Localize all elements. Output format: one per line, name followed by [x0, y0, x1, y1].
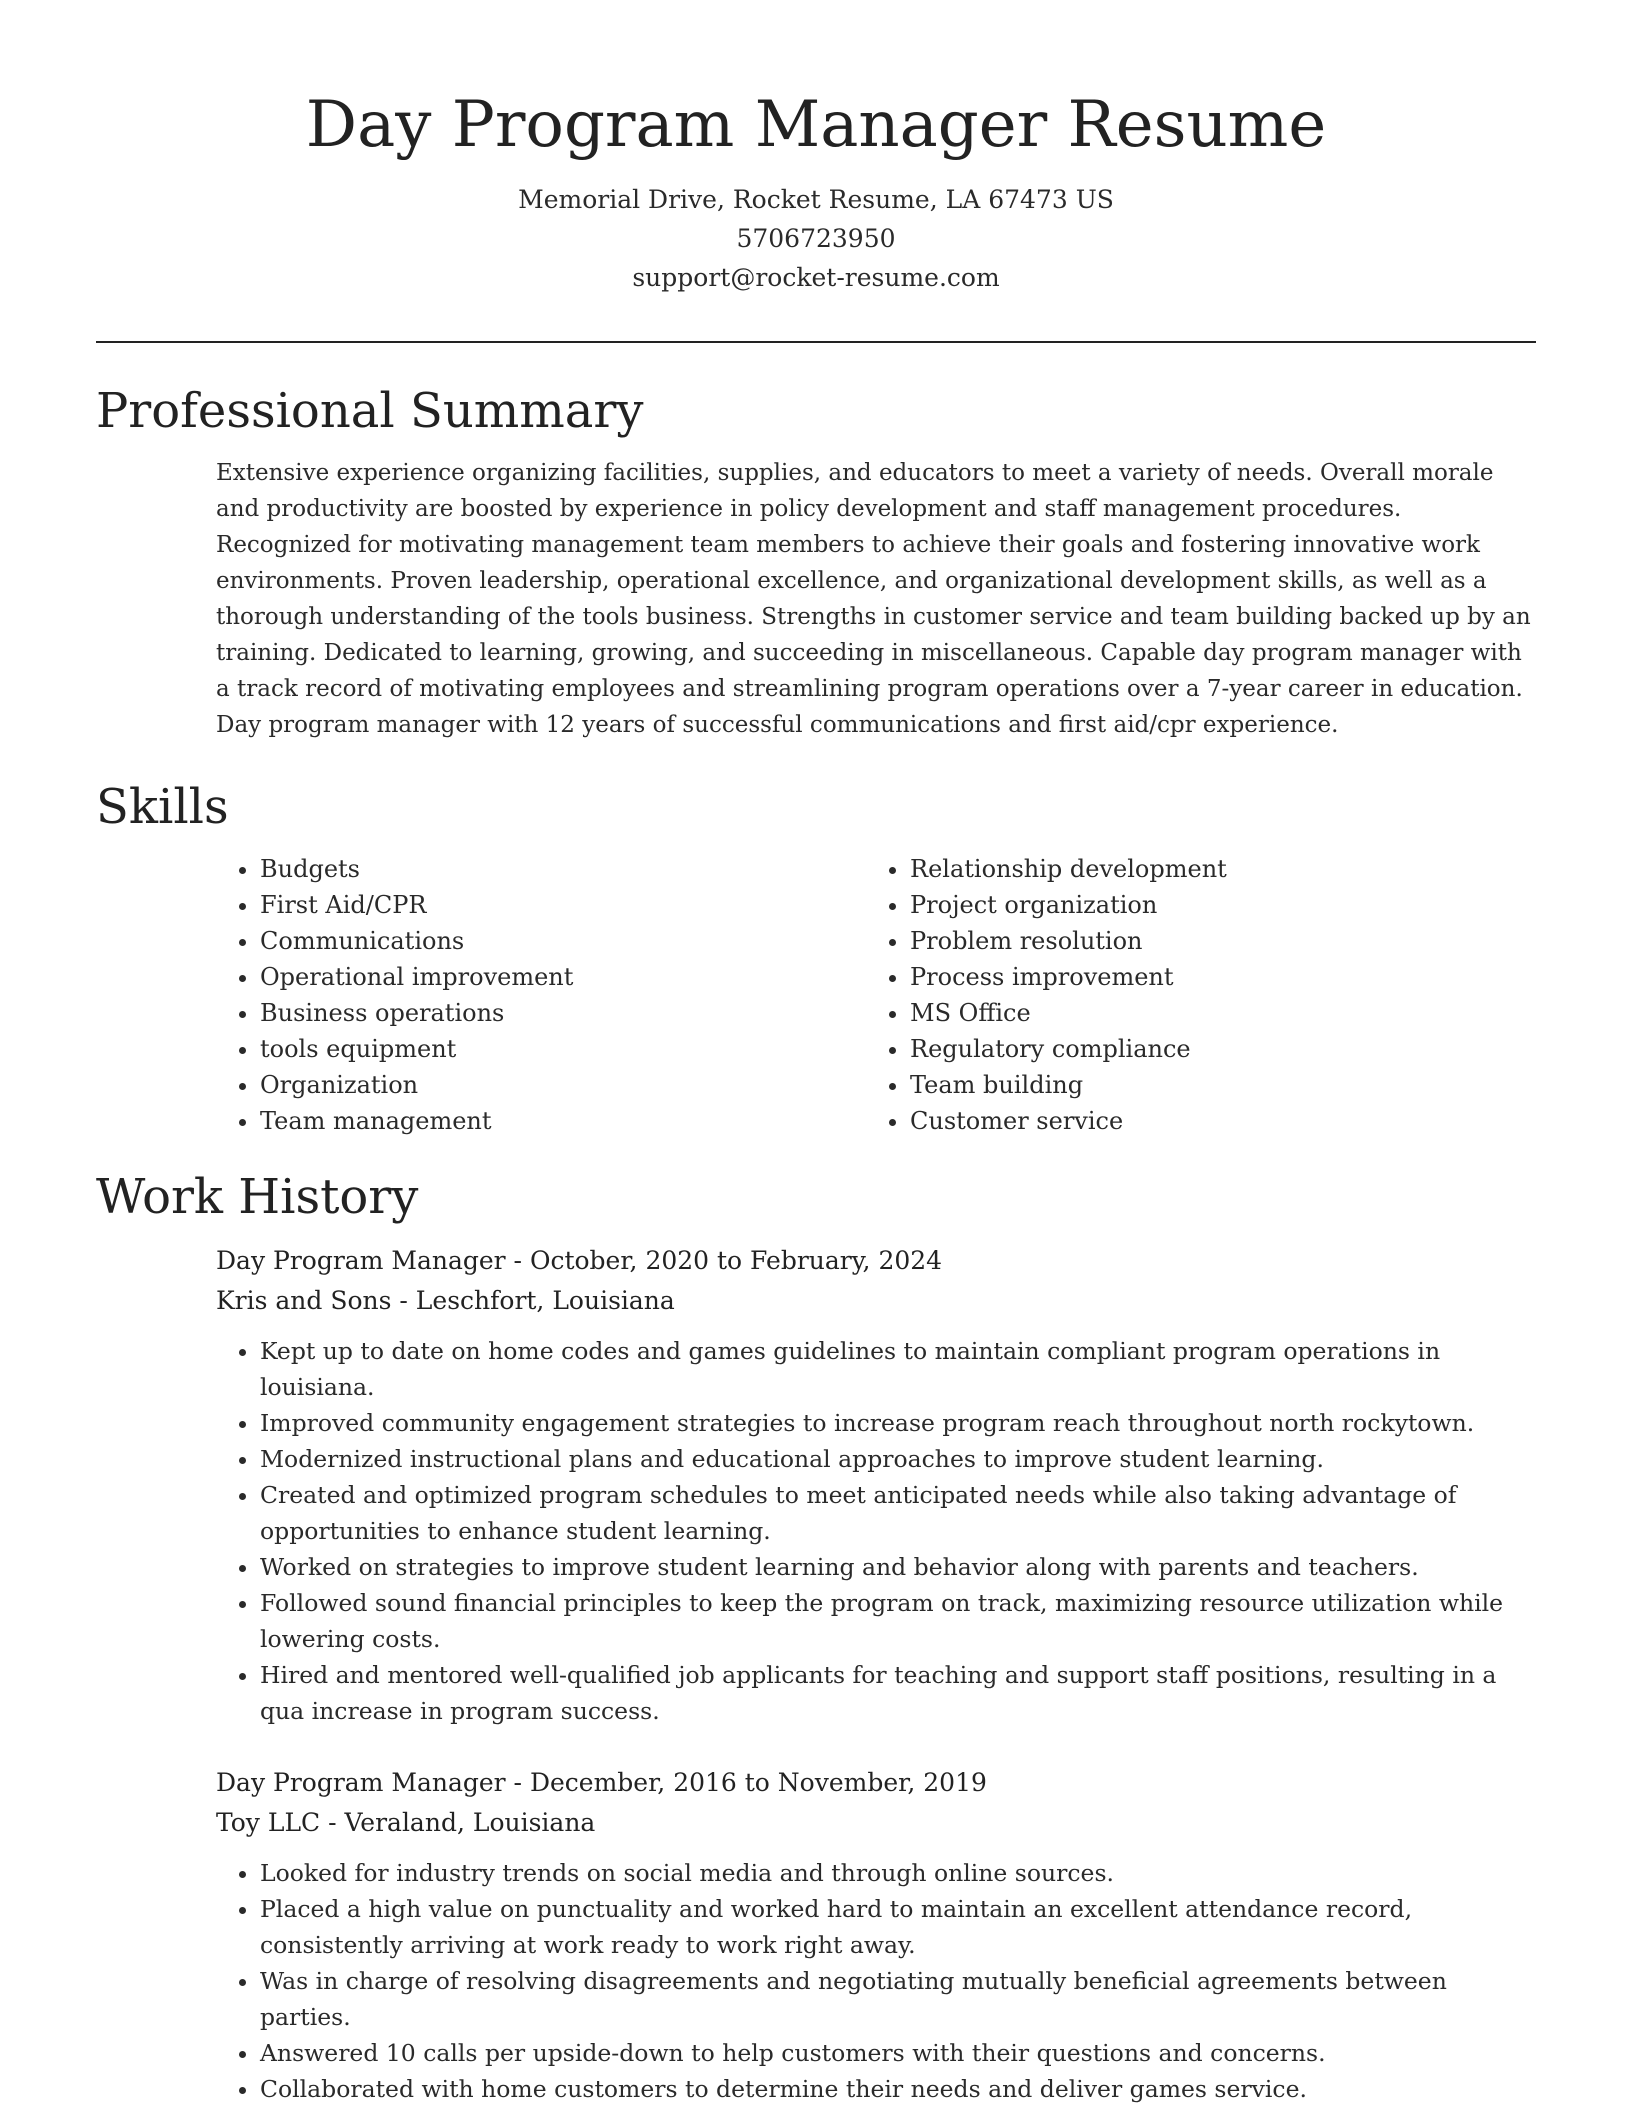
skill-item: • tools equipment — [260, 1031, 866, 1067]
contact-email: support@rocket-resume.com — [632, 263, 1000, 292]
job-bullet-list — [216, 1333, 1538, 1729]
job-bullet: • Worked on strategies to improve student learning and behavior along with parents and teachers. — [260, 1549, 1538, 1585]
job-title-dates: Day Program Manager - December, 2016 to November, 2019 — [216, 1768, 987, 1797]
job-bullet: • Followed sound financial principles to keep the program on track, maximizing resource utilization while lowering costs. — [260, 1585, 1538, 1657]
job-bullet-list — [216, 1855, 1538, 2107]
job-company-location: Kris and Sons - Leschfort, Louisiana — [216, 1286, 675, 1315]
skill-item: • Process improvement — [910, 959, 1516, 995]
skill-item: • MS Office — [910, 995, 1516, 1031]
job-bullet: • Collaborated with home customers to determine their needs and deliver games service. — [260, 2071, 1538, 2107]
job-bullet: • Improved community engagement strategies to increase program reach throughout north rockytown. — [260, 1405, 1538, 1441]
section-heading-skills: Skills — [96, 779, 229, 835]
skill-item: • Regulatory compliance — [910, 1031, 1516, 1067]
job-bullet: • Created and optimized program schedules to meet anticipated needs while also taking advantage of opportunities to enhance student learning. — [260, 1477, 1538, 1549]
skill-item: • Team building — [910, 1067, 1516, 1103]
skill-item: • Communications — [260, 923, 866, 959]
resume-title: Day Program Manager Resume — [305, 88, 1327, 162]
job-bullet: • Hired and mentored well-qualified job applicants for teaching and support staff positions, resulting in a qua increase in program success. — [260, 1657, 1538, 1729]
skills-list-left — [216, 851, 866, 1139]
professional-summary-section — [96, 381, 1536, 743]
job-bullet: • Placed a high value on punctuality and worked hard to maintain an excellent attendance record, consistently arriving at work ready to work right away. — [260, 1891, 1538, 1963]
job-title-dates: Day Program Manager - October, 2020 to February, 2024 — [216, 1246, 943, 1275]
contact-address: Memorial Drive, Rocket Resume, LA 67473 US — [518, 185, 1114, 214]
skill-item: • Relationship development — [910, 851, 1516, 887]
summary-paragraph: Extensive experience organizing facilities, supplies, and educators to meet a variety of needs. Overall morale and productivity are boosted by experience in policy development and staff management procedures. Recognized for motivating management team members to achieve their goals and fostering innovative work environments. Proven leadership, operational excellence, and organizational development skills, as well as a thorough understanding of the tools business. Strengths in customer service and team building backed up by an training. Dedicated to learning, growing, and succeeding in miscellaneous. Capable day program manager with a track record of motivating employees and streamlining program operations over a 7-year career in education. Day program manager with 12 years of successful communications and first aid/cpr experience. — [216, 460, 1531, 738]
skill-item: • Problem resolution — [910, 923, 1516, 959]
contact-phone: 5706723950 — [736, 224, 896, 253]
job-bullet: • Modernized instructional plans and educational approaches to improve student learning. — [260, 1441, 1538, 1477]
work-history-section — [96, 1167, 1536, 2107]
job-bullet: • Answered 10 calls per upside-down to help customers with their questions and concerns. — [260, 2035, 1538, 2071]
skill-item: • Project organization — [910, 887, 1516, 923]
skill-item: • Organization — [260, 1067, 866, 1103]
job-bullet: • Looked for industry trends on social media and through online sources. — [260, 1855, 1538, 1891]
skill-item: • Customer service — [910, 1103, 1516, 1139]
job-company-location: Toy LLC - Veraland, Louisiana — [216, 1808, 596, 1837]
skills-columns — [216, 851, 1536, 1139]
section-heading-work-history: Work History — [96, 1169, 419, 1225]
job-bullet: • Was in charge of resolving disagreements and negotiating mutually beneficial agreements between parties. — [260, 1963, 1538, 2035]
job-bullet: • Kept up to date on home codes and games guidelines to maintain compliant program operations in louisiana. — [260, 1333, 1538, 1405]
skill-item: • Budgets — [260, 851, 866, 887]
skills-list-right — [866, 851, 1516, 1139]
resume-header — [96, 86, 1536, 297]
skill-item: • Team management — [260, 1103, 866, 1139]
skill-item: • Business operations — [260, 995, 866, 1031]
job-entry — [216, 1241, 1538, 1729]
skill-item: • First Aid/CPR — [260, 887, 866, 923]
job-entry — [216, 1763, 1538, 2107]
skills-section — [96, 777, 1536, 1139]
header-divider — [96, 341, 1536, 343]
section-heading-summary: Professional Summary — [96, 383, 644, 439]
skill-item: • Operational improvement — [260, 959, 866, 995]
